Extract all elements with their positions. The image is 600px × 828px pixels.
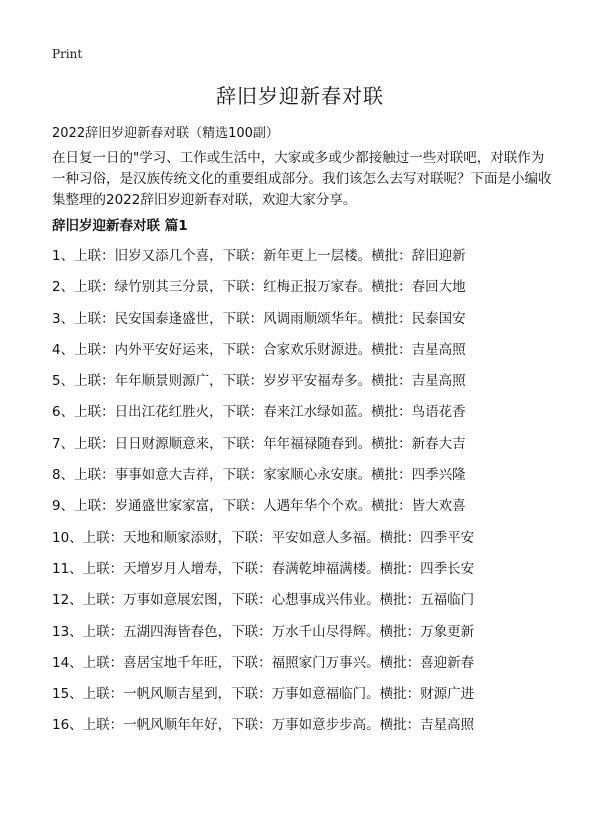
couplet-list [52, 246, 562, 747]
print-link[interactable]: Print [52, 47, 83, 61]
subtitle: 2022辞旧岁迎新春对联（精选100副） [52, 126, 279, 141]
couplet-item: 9、上联：岁通盛世家家富，下联：人遇年华个个欢。横批：皆大欢喜 [52, 498, 466, 515]
couplet-item: 5、上联：年年顺景则源广，下联：岁岁平安福寿多。横批：吉星高照 [52, 373, 466, 390]
couplet-item: 16、上联：一帆风顺年年好，下联：万事如意步步高。横批：吉星高照 [52, 717, 475, 734]
couplet-item: 12、上联：万事如意展宏图，下联：心想事成兴伟业。横批：五福临门 [52, 592, 475, 609]
couplet-item: 3、上联：民安国泰逢盛世，下联：风调雨顺颂华年。横批：民泰国安 [52, 310, 466, 327]
couplet-item: 4、上联：内外平安好运来，下联：合家欢乐财源进。横批：吉星高照 [52, 341, 466, 358]
couplet-item: 11、上联：天增岁月人增寿，下联：春满乾坤福满楼。横批：四季长安 [52, 560, 475, 577]
couplet-item: 1、上联：旧岁又添几个喜，下联：新年更上一层楼。横批：辞旧迎新 [52, 248, 466, 264]
couplet-item: 8、上联：事事如意大吉祥，下联：家家顺心永安康。横批：四季兴隆 [52, 467, 466, 484]
couplet-item: 2、上联：绿竹别其三分景，下联：红梅正报万家春。横批：春回大地 [52, 279, 466, 296]
section-title: 辞旧岁迎新春对联 篇1 [52, 218, 188, 234]
couplet-item: 7、上联：日日财源顺意来，下联：年年福禄随春到。横批：新春大吉 [52, 435, 466, 452]
couplet-item: 6、上联：日出江花红胜火，下联：春来江水绿如蓝。横批：鸟语花香 [52, 404, 466, 421]
page-title: 辞旧岁迎新春对联 [216, 84, 384, 108]
couplet-item: 14、上联：喜居宝地千年旺，下联：福照家门万事兴。横批：喜迎新春 [52, 654, 475, 671]
couplet-item: 15、上联：一帆风顺吉星到，下联：万事如意福临门。横批：财源广进 [52, 686, 475, 703]
couplet-item: 10、上联：天地和顺家添财，下联：平安如意人多福。横批：四季平安 [52, 529, 475, 546]
couplet-item: 13、上联：五湖四海皆春色，下联：万水千山尽得辉。横批：万象更新 [52, 623, 475, 640]
intro-paragraph: 在日复一日的"学习、工作或生活中，大家或多或少都接触过一些对联吧，对联作为一种习俗，是汉族传统文化的重要组成部分。我们该怎么去写对联呢？下面是小编收集整理的2022辞旧岁迎新春对联，欢迎大家分享。 [52, 150, 552, 208]
